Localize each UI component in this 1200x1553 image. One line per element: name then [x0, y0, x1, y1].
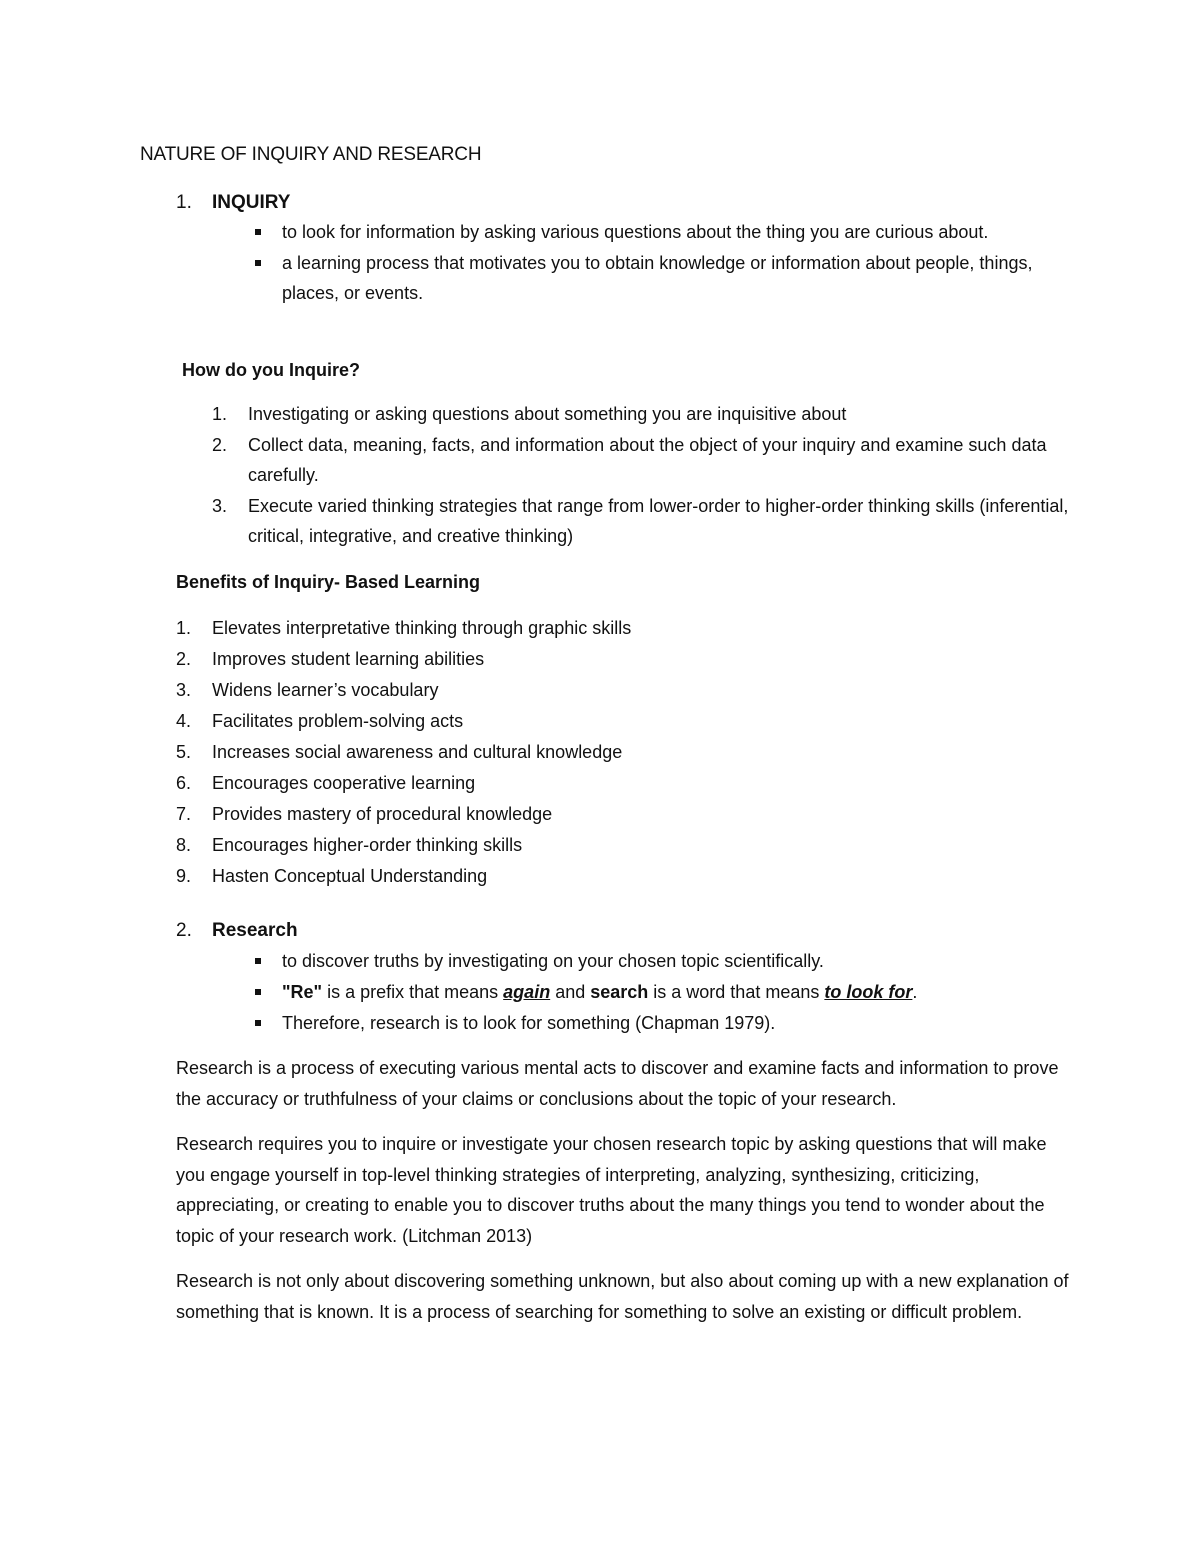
list-item: [250, 946, 1070, 976]
item-number: 8.: [176, 835, 192, 855]
benefits-list: [176, 613, 1056, 892]
how-heading: How do you Inquire?: [182, 360, 360, 380]
bullet-square-icon: [255, 958, 261, 964]
bullet-text: Therefore, research is to look for something (Chapman 1979).: [282, 1013, 776, 1033]
research-bullets: [250, 946, 1070, 1039]
research-heading: [176, 916, 298, 946]
list-item: [176, 675, 1056, 705]
item-number: 9.: [176, 866, 192, 886]
research-paragraph-3: Research is not only about discovering something unknown, but also about coming up with a new explanation of something that is known. It is a process of searching for something to solve an existing or difficult problem.: [176, 1271, 1069, 1322]
item-text: Facilitates problem-solving acts: [212, 711, 464, 731]
bullet-text: and: [550, 982, 591, 1002]
bullet-text: is a word that means: [648, 982, 825, 1002]
item-text: Elevates interpretative thinking through graphic skills: [212, 618, 632, 638]
list-item: [250, 1008, 1070, 1038]
list-item: [212, 399, 1072, 429]
item-text: Provides mastery of procedural knowledge: [212, 804, 553, 824]
item-number: 3.: [176, 680, 192, 700]
re-term: "Re": [282, 982, 323, 1002]
item-number: 2.: [212, 435, 228, 455]
list-item: [176, 861, 1056, 891]
list-item: [176, 768, 1056, 798]
list-item: [212, 491, 1072, 551]
list-item: [250, 977, 1070, 1007]
bullet-text: to look for information by asking various questions about the thing you are curious about.: [282, 222, 989, 242]
list-item: [250, 248, 1070, 308]
document-title: NATURE OF INQUIRY AND RESEARCH: [140, 144, 482, 165]
search-term: search: [590, 982, 649, 1002]
item-number: 1.: [176, 618, 192, 638]
item-number: 2.: [176, 649, 192, 669]
item-text: Improves student learning abilities: [212, 649, 485, 669]
list-item: [176, 644, 1056, 674]
how-list: [212, 399, 1072, 552]
item-text: Hasten Conceptual Understanding: [212, 866, 488, 886]
bullet-text: is a prefix that means: [322, 982, 504, 1002]
item-text: Increases social awareness and cultural knowledge: [212, 742, 623, 762]
benefits-heading: Benefits of Inquiry- Based Learning: [176, 572, 481, 592]
item-number: 5.: [176, 742, 192, 762]
inquiry-heading-text: INQUIRY: [212, 192, 291, 213]
item-number: 4.: [176, 711, 192, 731]
bullet-text: to discover truths by investigating on your chosen topic scientifically.: [282, 951, 824, 971]
item-text: Widens learner’s vocabulary: [212, 680, 439, 700]
list-item: [212, 430, 1072, 490]
inquiry-bullets: [250, 217, 1070, 309]
bullet-square-icon: [255, 229, 261, 235]
item-text: Collect data, meaning, facts, and information about the object of your inquiry and examine such data carefully.: [248, 435, 1047, 485]
list-item: [176, 830, 1056, 860]
list-item: [176, 737, 1056, 767]
item-number: 3.: [212, 496, 228, 516]
research-heading-text: Research: [212, 920, 298, 941]
item-number: 1.: [212, 404, 228, 424]
bullet-text: a learning process that motivates you to obtain knowledge or information about people, things, places, or events.: [282, 253, 1033, 303]
item-text: Execute varied thinking strategies that range from lower-order to higher-order thinking skills (inferential, critical, integrative, and creative thinking): [248, 496, 1069, 546]
look-for-term: to look for: [824, 982, 913, 1002]
inquiry-heading: [176, 188, 290, 218]
item-number: 6.: [176, 773, 192, 793]
bullet-square-icon: [255, 1020, 261, 1026]
inquiry-number: 1.: [176, 192, 192, 213]
bullet-square-icon: [255, 989, 261, 995]
item-number: 7.: [176, 804, 192, 824]
item-text: Investigating or asking questions about something you are inquisitive about: [248, 404, 847, 424]
bullet-square-icon: [255, 260, 261, 266]
list-item: [176, 799, 1056, 829]
list-item: [176, 613, 1056, 643]
list-item: [250, 217, 1070, 247]
item-text: Encourages higher-order thinking skills: [212, 835, 523, 855]
bullet-text: .: [912, 982, 918, 1002]
again-term: again: [503, 982, 551, 1002]
research-number: 2.: [176, 920, 192, 941]
list-item: [176, 706, 1056, 736]
research-paragraph-1: Research is a process of executing various mental acts to discover and examine facts and information to prove the accuracy or truthfulness of your claims or conclusions about the topic of your research.: [176, 1058, 1059, 1109]
research-paragraph-2: Research requires you to inquire or investigate your chosen research topic by asking questions that will make you engage yourself in top-level thinking strategies of interpreting, analyzing, synthesizing, criticizing, appreciating, or creating to enable you to discover truths about the many things you tend to wonder about the topic of your research work. (Litchman 2013): [176, 1134, 1047, 1246]
item-text: Encourages cooperative learning: [212, 773, 476, 793]
